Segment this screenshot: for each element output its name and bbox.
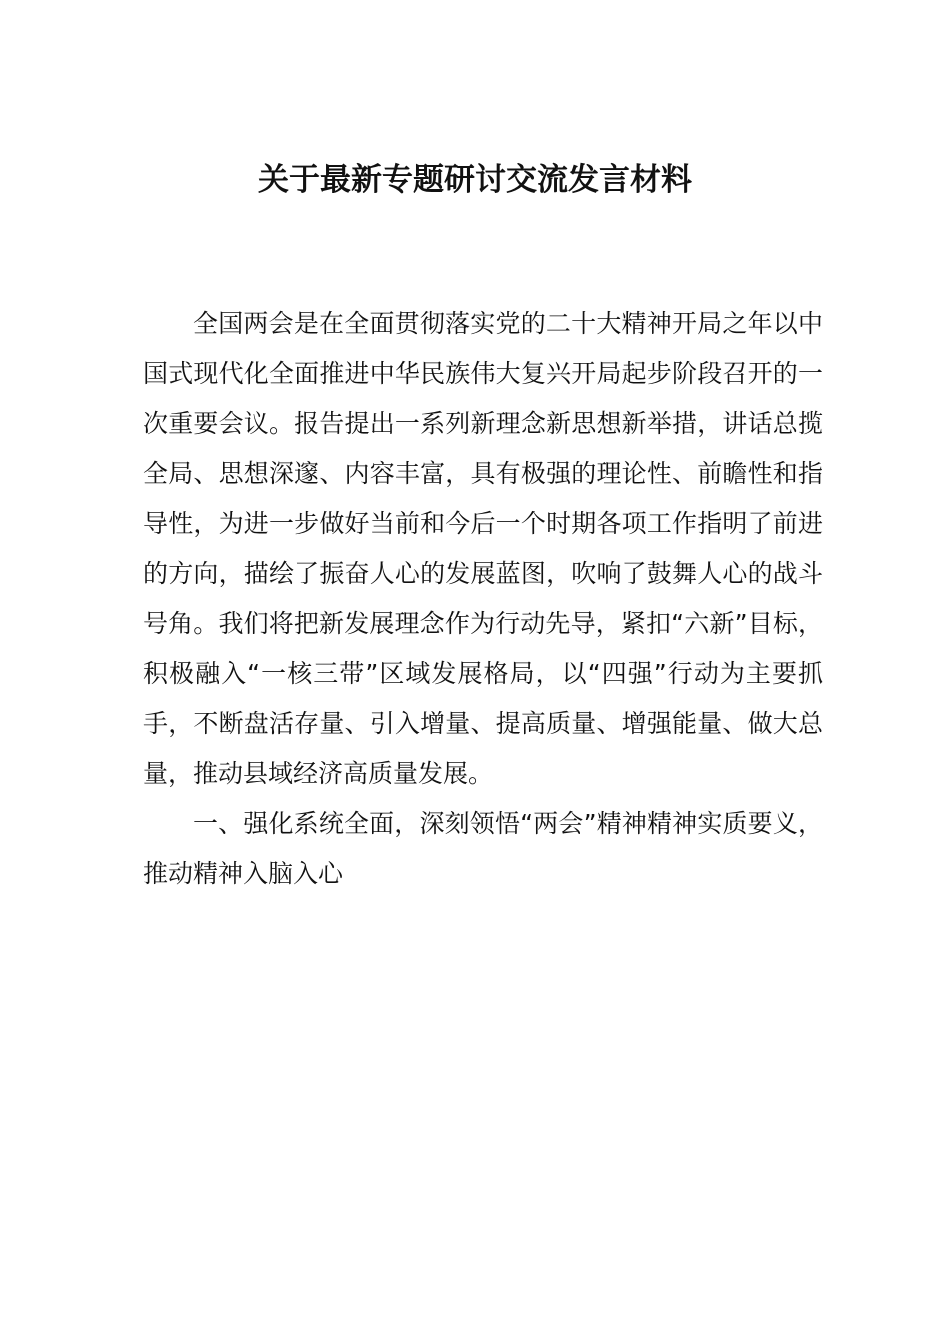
document-body [143, 299, 823, 899]
document-title: 关于最新专题研讨交流发言材料 [258, 162, 692, 198]
body-paragraph: 全国两会是在全面贯彻落实党的二十大精神开局之年以中国式现代化全面推进中华民族伟大复兴开局起步阶段召开的一次重要会议。报告提出一系列新理念新思想新举措，讲话总揽全局、思想深邃、内容丰富，具有极强的理论性、前瞻性和指导性，为进一步做好当前和今后一个时期各项工作指明了前进的方向，描绘了振奋人心的发展蓝图，吹响了鼓舞人心的战斗号角。我们将把新发展理念作为行动先导，紧扣“六新”目标，积极融入“一核三带”区域发展格局，以“四强”行动为主要抓手，不断盘活存量、引入增量、提高质量、增强能量、做大总量，推动县域经济高质量发展。 [143, 309, 823, 788]
section-heading-paragraph: 一、强化系统全面，深刻领悟“两会”精神精神实质要义，推动精神入脑入心 [143, 809, 823, 888]
